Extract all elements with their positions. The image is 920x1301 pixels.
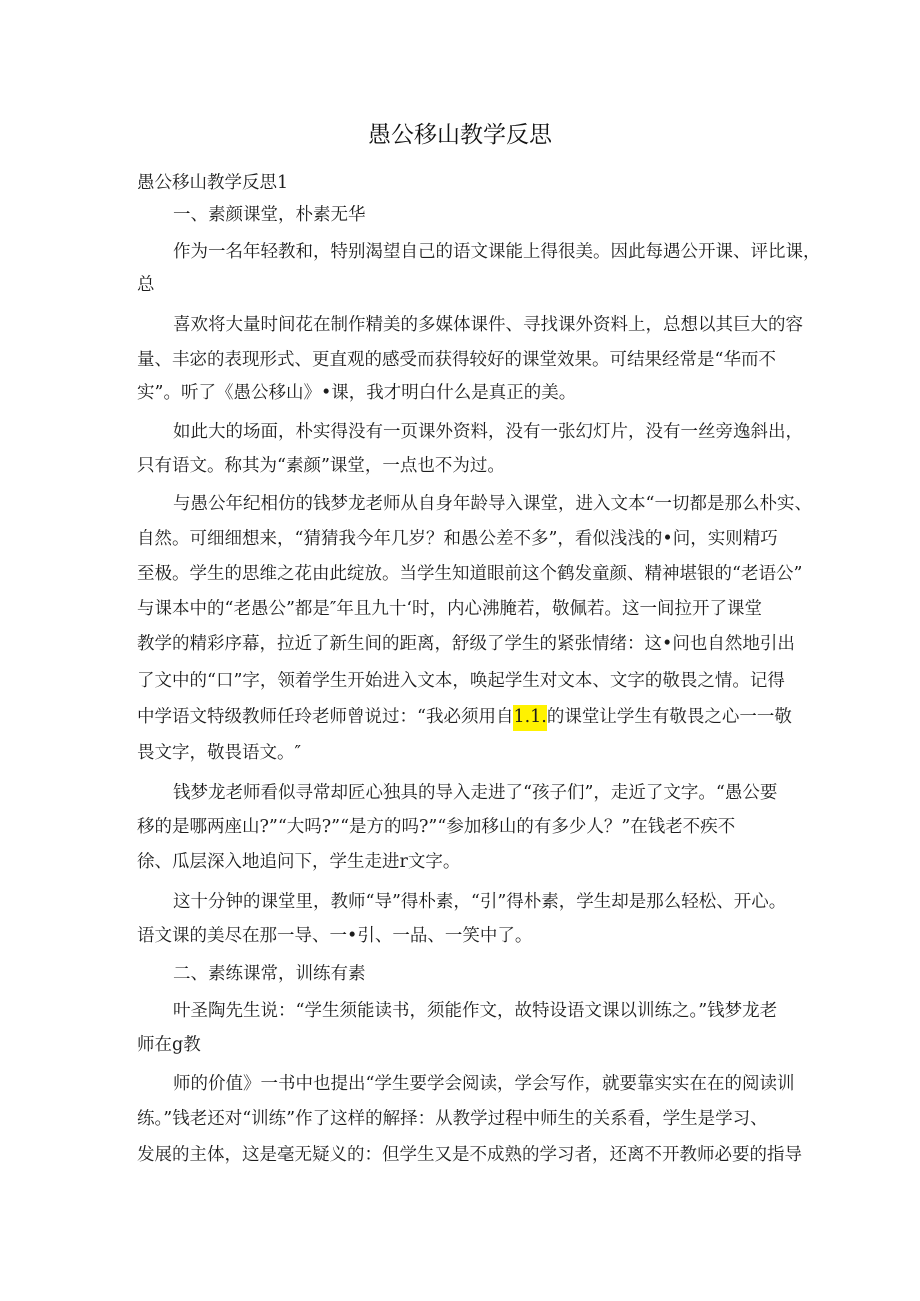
section-heading: 一、素颜课堂，朴素无华 [173, 205, 366, 225]
paragraph-line: 移的是哪两座山?”“大吗?”“是方的吗?”“参加移山的有多少人？”在钱老不疾不 [137, 817, 736, 837]
line-text: 中学语文特级教师任玲老师曾说过：“我必须用自 [137, 707, 514, 727]
paragraph-line: 实”。听了《愚公移山》•课，我才明白什么是真正的美。 [137, 383, 577, 403]
paragraph-line: 这十分钟的课堂里，教师“导”得朴素，“引”得朴素，学生却是那么轻松、开心。 [173, 892, 787, 912]
paragraph-line: 练。”钱老还对“训练”作了这样的解择：从教学过程中师生的关系看，学生是学习、 [137, 1109, 768, 1129]
paragraph-line: 作为一名年轻教和，特别渴望自己的语文课能上得很美。因此每遇公开课、评比课， [173, 242, 821, 262]
paragraph-line: 量、丰宓的表现形式、更直观的感受而获得较好的课堂效果。可结果经常是“华而不 [137, 350, 776, 370]
section-subtitle: 愚公移山教学反思1 [137, 173, 289, 193]
paragraph-line: 师的价值》一书中也提出“学生要学会阅读，学会写作，就要靠实实在在的阅读训 [173, 1074, 795, 1094]
paragraph-line [137, 705, 792, 729]
line-text: 的课堂让学生有敬畏之心一一敬 [546, 707, 792, 727]
paragraph-line: 叶圣陶先生说：“学生须能读书，须能作文，故特设语文课以训练之。”钱梦龙老 [173, 1001, 778, 1021]
paragraph-line: 师在g教 [137, 1035, 201, 1055]
paragraph-line: 教学的精彩序幕，拉近了新生间的距离，舒级了学生的紧张情绪：这•问也自然地引出 [137, 634, 795, 654]
paragraph-line: 总 [137, 275, 155, 295]
paragraph-line: 钱梦龙老师看似寻常却匠心独具的导入走进了“孩子们”，走近了文字。“愚公要 [173, 783, 778, 803]
paragraph-line: 畏文字，敬畏语文。″ [137, 743, 302, 763]
paragraph-line: 与愚公年纪相仿的钱梦龙老师从自身年龄导入课堂，进入文本“一切都是那么朴实、 [173, 494, 812, 514]
paragraph-line: 了文中的“口”字，领着学生开始进入文本，唤起学生对文本、文字的敬畏之情。记得 [137, 671, 785, 691]
section-heading: 二、素练课常，训练有素 [173, 964, 366, 984]
paragraph-line: 与课本中的“老愚公”都是″年且九十‘时，内心沸腌若，敬佩若。这一间拉开了课堂 [137, 599, 762, 619]
paragraph-line: 徐、瓜层深入地追问下，学生走进r文字。 [137, 852, 461, 872]
paragraph-line: 发展的主体，这是毫无疑义的：但学生又是不成熟的学习者，还离不开教师必要的指导 [137, 1145, 802, 1165]
document-title: 愚公移山教学反思 [368, 122, 552, 148]
paragraph-line: 只有语文。称其为“素颜”课堂，一点也不为过。 [137, 456, 505, 476]
paragraph-line: 如此大的场面，朴实得没有一页课外资料，没有一张幻灯片，没有一丝旁逸斜出， [173, 422, 803, 442]
paragraph-line: 至极。学生的思维之花由此绽放。当学生知道眼前这个鹤发童颜、精神堪银的“老语公” [137, 564, 803, 584]
paragraph-line: 喜欢将大量时间花在制作精美的多媒体课件、寻找课外资料上，总想以其巨大的容 [173, 315, 803, 335]
paragraph-line: 自然。可细细想来，“猜猜我今年几岁？和愚公差不多”，看似浅浅的•问，实则精巧 [137, 529, 778, 549]
paragraph-line: 语文课的美尽在那一导、一•引、一品、一笑中了。 [137, 926, 533, 946]
highlighted-text: 1.1. [513, 705, 546, 731]
